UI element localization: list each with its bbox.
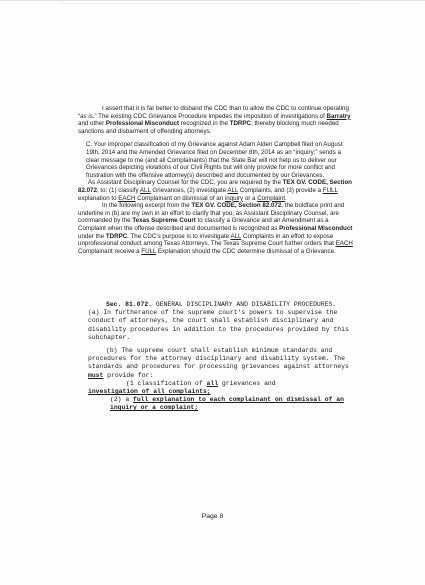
- statute-item-1-cont: investigation of all complaints;: [88, 388, 211, 396]
- paragraph-disband-cdc: I assert that it is far better to disband the CDC than to allow the CDC to continue operating “as is.” The existing CDC Grievance Procedure impedes the imposition of investigations of Barratry and other Professional Misconduct recognized in the TDRPC; thereby blocking much needed sanctions and disbarment of offending attorneys.: [78, 105, 351, 135]
- paragraph-assistant-counsel: As Assistant Disciplinary Counsel for the CDC, you are required by the TEX GV. CODE, Section 82.072, to: (1) classify ALL Grievances, (2) investigate ALL Complaints, and (3) provide a FULL explanation to EACH Complainant on dismissal of an inquiry or a Complaint.: [78, 179, 352, 202]
- statute-excerpt: [88, 301, 350, 413]
- page-number: Page 8: [201, 513, 224, 520]
- statute-item-1: (1 classification of all grievances and: [126, 379, 276, 387]
- statute-section-a: Sec. 81.072. GENERAL DISCIPLINARY AND DISABILITY PROCEDURES. (a) In furtherance of the supreme court's powers to supervise the conduct of attorneys, the court shall establish disciplinary and disability procedures in addition to the procedures provided by this subchapter.: [88, 301, 349, 341]
- paragraph-following-excerpt: In the following excerpt from the TEX GV. CODE, Section 82.072, the boldface print and underline in (b) are my own in an effort to clarify that you, as Assistant Disciplinary Counsel, are commanded by the Texas Supreme Court to classify a Grievance and an Amendment as a Complaint when the offense described and documented is recognized as Professional Misconduct under the TDRPC. The CDC’s purpose is to investigate ALL Complaints in an effort to expose unprofessional conduct among Texas Attorneys. The Texas Supreme Court further orders that EACH Complainant receive a FULL Explanation should the CDC determine dismissal of a Grievance.: [78, 202, 353, 255]
- statute-item-2: (2) a full explanation to each complainant on dismissal of an inquiry or a complaint;: [110, 396, 344, 412]
- scan-edge-line: [60, 3, 360, 4]
- paragraph-improper-classification: C. Your improper classification of my Grievance against Adam Alden Campbell filed on August 19th, 2014 and the Amended Grievance filed on December 8th, 2014 as an “inquiry;” sends a clear message to me (and all Complainants) that the State Bar will not help us to deliver our Grievances depicting violations of our Civil Rights but will only provide for more conflict and frustration with the offensive attorney(s) described and documented by our Grievances.: [86, 141, 343, 179]
- statute-section-b: (b) The supreme court shall establish minimum standards and procedures for the attorney disciplinary and disability system. The standards and procedures for processing grievances against attorneys must provide for:: [88, 347, 349, 379]
- letter-body: [78, 105, 358, 255]
